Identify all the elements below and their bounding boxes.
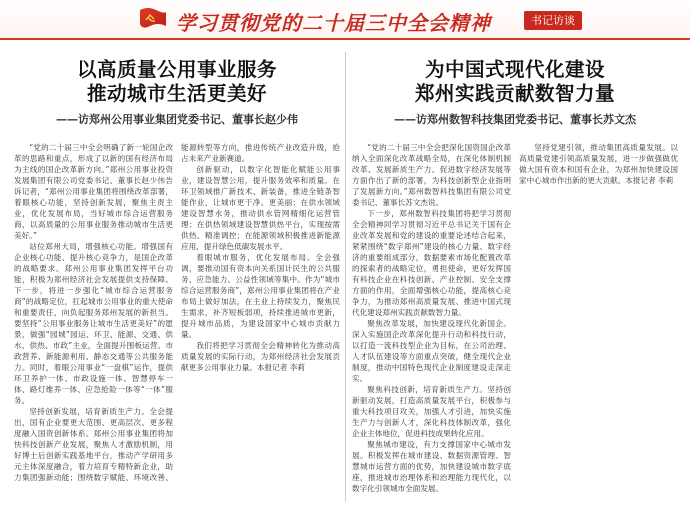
article-body [352, 142, 678, 502]
headline-line: 郑州实践贡献数智力量 [414, 82, 615, 105]
headline-line: 为中国式现代化建设 [424, 58, 605, 81]
paragraph: 坚持党建引领，推动集团高质量发展。以高质量党建引领高质量发展，进一步做强做优做大国有资本和国有企业，为郑州加快建设国家中心城市作出新的更大贡献。本报记者 李莉 [519, 143, 678, 185]
column-divider [345, 52, 346, 502]
article-right [352, 58, 678, 493]
paragraph: 坚持创新发展，培育新质生产力。全会提出，国有企业要更大范围、更高层次、更多程度融入国资创新体系。郑州公用事业集团将加快科技创新产业发展，聚焦人才激励机制，用好博士后创新实践基地平台，推动产学研用多元主体深度融合，着力培育专精特新企业，助力集团强新动能；围绕数字赋能、环境改善、能源转型等方向，推进传统产业改造升级，抢占未来产业新赛道。 [14, 143, 340, 482]
party-emblem-icon [138, 6, 168, 34]
paragraph: 创新驱动，以数字化智能化赋能公用事业，建设智慧公用，提升服务效率和质量。在环卫领域推广新技术、新装备，推进全链条智能作业，让城市更干净、更美丽；在供水领域建设智慧水务，推动供水管网精细化运营管理；在供热领域建设智慧供热平台，实现按需供热、精准调控；在能源领域积极推进新能源应用，提升绿色低碳发展水平。 [181, 165, 340, 251]
header-title: 学习贯彻党的二十届三中全会精神 [176, 11, 491, 35]
article-subhead: ——访郑州公用事业集团党委书记、董事长赵少伟 [56, 113, 298, 126]
paragraph: “党的二十届三中全会明确了新一轮国企改革的思路和重点，形成了以新的国有经济布局为主线的国企改革新方向。”郑州公用事业投资发展集团有限公司党委书记、董事长赵少伟告诉记者，“郑州公用事业集团将围绕改革部署，着眼核心功能，坚持创新发展，聚焦主责主业，优化发展布局，当好城市综合运营服务商，以高质量的公用事业服务推动城市生活更美好。” [14, 143, 173, 240]
article-left [14, 58, 340, 482]
paragraph: 我们将把学习贯彻全会精神转化为推动高质量发展的实际行动，为郑州经济社会发展贡献更多公用事业力量。本报记者 李莉 [181, 341, 340, 372]
paragraph: “党的二十届三中全会把深化国资国企改革纳入全面深化改革战略全局，在深化体制机制改革、发展新质生产力、促进数字经济发展等方面作出了新的部署，为科技创新型企业指明了发展新方向。”郑州数智科技集团有限公司党委书记、董事长苏文杰说。 [352, 143, 511, 207]
article-headline [352, 58, 678, 106]
article-subhead: ——访郑州数智科技集团党委书记、董事长苏文杰 [394, 113, 636, 126]
paragraph: 下一步，郑州数智科技集团将把学习贯彻全会精神同学习贯彻习近平总书记关于国有企业改革发展和党的建设的重要论述结合起来，紧紧围绕“数字郑州”建设的核心力量、数字经济的重要组成部分，数据要素市场化配置改革的探索者的战略定位，勇担使命，更好发挥国有科技企业在科技创新、产业控制、安全支撑方面的作用，全面增强核心功能，提高核心竞争力，为推动郑州高质量发展、推进中国式现代化建设郑州实践贡献数智力量。 [352, 209, 511, 317]
paragraph: 站位郑州大局，增强核心功能。增强国有企业核心功能、提升核心竞争力，是国企改革的战略要求。郑州公用事业集团发挥平台功能，积极为郑州经济社会发展提供支持保障。下一步，将进一步强化“城市综合运营服务商”的战略定位，扛起城市公用事业的重大使命和重要责任，向负起服务郑州发展的新担当。要坚持“公用事业服务让城市生活更美好”的愿景，做强“园城”园运、环卫、能源、交通、供水、供热、市政”主业，全面提升围板运营、市政营养、新能源利用、静态交通等公共服务能力。同时，着眼公用事业“一盘棋”运作，提供环卫养护一体、市政设施一体、智慧停车一体、路灯维养一体、应急抢险一体等“一体”服务。 [14, 242, 173, 405]
paragraph: 聚焦科技创新，培育新质生产力。坚持创新驱动发展，打造高质量发展平台，积极参与重大科技项目攻关，加强人才引进，加快实施生产力与创新人才，深化科技体制改革，强化企业主体地位，促进科技成果转化应用。 [352, 385, 511, 438]
article-body [14, 142, 340, 502]
paragraph: 聚焦城市建设，有力支撑国家中心城市发展。积极发挥在城市建设、数据资源管理、智慧城市运营方面的优势，加快建设城市数字底座，推进城市治理体系和治理能力现代化，以数字化引领城市全面发展。 [352, 440, 511, 493]
section-header [0, 0, 690, 40]
article-headline [14, 58, 340, 106]
headline-line: 以高质量公用事业服务 [76, 58, 277, 81]
paragraph: 着眼城市服务，优化发展布局。全会强调，要推动国有资本向关系国计民生的公共服务、应急能力、公益性领域等集中。作为“城市综合运营服务商”，郑州公用事业集团将在产业布局上做好加法，在主业上持续发力，聚焦民生需求，补齐短板弱项，持续推进城市更新，提升城市品质，为建设国家中心城市贡献力量。 [181, 253, 340, 339]
headline-line: 推动城市生活更美好 [86, 82, 267, 105]
column-badge: 书记访谈 [524, 11, 582, 30]
paragraph: 聚焦改革发展，加快建设现代化新国企。深入实施国企改革深化提升行动和科技行动，以打造一流科技型企业为目标，在公司治理、人才队伍建设等方面重点突破，健全现代企业制度，推动中国特色现代企业制度建设走深走实。 [352, 319, 511, 383]
